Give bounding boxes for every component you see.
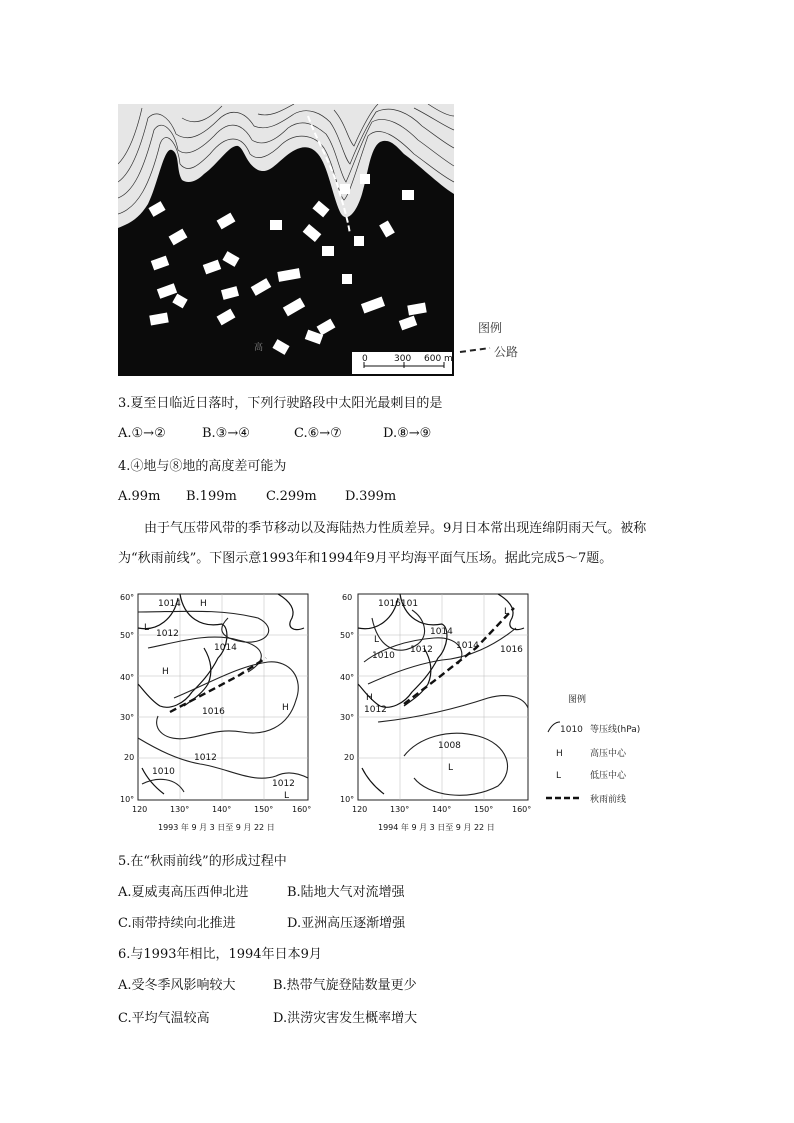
map1-ytick-1: 50° (120, 631, 135, 640)
topo-map (118, 104, 538, 380)
map1-xtick-4: 160° (292, 805, 312, 814)
question-5-option-b[interactable]: B.陆地大气对流增强 (287, 885, 405, 900)
question-6-option-c[interactable]: C.平均气温较高 (118, 1011, 210, 1026)
question-4-option-b[interactable]: B.199m (186, 489, 237, 504)
map2-ytick-5: 10° (340, 795, 355, 804)
isobar-sample: 1010 (560, 725, 583, 735)
map1-ytick-5: 10° (120, 795, 135, 804)
pressure-map-1993 (118, 588, 314, 836)
map1-ytick-4: 20 (124, 753, 135, 762)
question-6-stem: 6.与1993年相比，1994年日本9月 (118, 947, 322, 962)
pressure-legend (546, 692, 656, 842)
question-3-option-d[interactable]: D.⑧→⑨ (383, 426, 432, 441)
map2-caption: 1994 年 9 月 3 日至 9 月 22 日 (378, 823, 495, 832)
map1-label-1012b: 1012 (194, 753, 217, 763)
map2-xtick-0: 120 (352, 805, 368, 814)
region-char: 高 (254, 343, 264, 353)
pressure-legend-title: 图例 (568, 695, 587, 705)
map1-caption: 1993 年 9 月 3 日至 9 月 22 日 (158, 823, 275, 832)
question-4-option-c[interactable]: C.299m (266, 489, 317, 504)
map2-label-1012: 1012 (410, 645, 433, 655)
question-3-option-a[interactable]: A.①→② (118, 426, 166, 441)
question-3-option-b[interactable]: B.③→④ (202, 426, 250, 441)
legend-high: 高压中心 (590, 749, 627, 759)
map1-label-1010: 1010 (152, 767, 175, 777)
passage-line-2: 为“秋雨前线”。下图示意1993年和1994年9月平均海平面气压场。据此完成5～7题。 (118, 551, 613, 566)
map2-ytick-1: 50° (340, 631, 355, 640)
map2-xtick-2: 140° (432, 805, 452, 814)
map2-label-1014: 1014 (430, 627, 453, 637)
map2-label-h: H (366, 693, 373, 703)
question-5-option-d[interactable]: D.亚洲高压逐渐增强 (287, 916, 406, 931)
map2-xtick-3: 150° (474, 805, 494, 814)
topo-legend-road-symbol (460, 348, 490, 352)
map2-label-1016101: 1016101 (378, 599, 419, 609)
isobar-symbol (548, 722, 560, 732)
legend-low: 低压中心 (590, 771, 627, 781)
map1-label-1012c: 1012 (272, 779, 295, 789)
question-5-stem: 5.在“秋雨前线”的形成过程中 (118, 854, 287, 869)
question-5-option-c[interactable]: C.雨带持续向北推进 (118, 916, 236, 931)
legend-low-symbol: L (556, 771, 562, 781)
map2-ytick-2: 40° (340, 673, 355, 682)
passage-line-1: 由于气压带风带的季节移动以及海陆热力性质差异。9月日本常出现连绵阴雨天气。被称 (144, 521, 647, 536)
map1-label-l2: L (144, 623, 150, 633)
legend-high-symbol: H (556, 749, 563, 759)
map1-label-h3: H (282, 703, 289, 713)
map2-xtick-4: 160° (512, 805, 532, 814)
map2-ytick-3: 30° (340, 713, 355, 722)
scale-label-300: 300 (394, 354, 412, 364)
map1-ytick-0: 60° (120, 593, 135, 602)
map2-label-1008: 1008 (438, 741, 461, 751)
question-4-option-d[interactable]: D.399m (345, 489, 397, 504)
map1-label-1014b: 1014 (214, 643, 237, 653)
map2-label-l2: L (448, 763, 454, 773)
map2-label-1016: 1016 (500, 645, 523, 655)
map2-xtick-1: 130° (390, 805, 410, 814)
map1-ytick-3: 30° (120, 713, 135, 722)
question-6-option-d[interactable]: D.洪涝灾害发生概率增大 (273, 1011, 418, 1026)
map2-label-l1: L (374, 635, 380, 645)
question-3-option-c[interactable]: C.⑥→⑦ (294, 426, 342, 441)
question-4-stem: 4.④地与⑧地的高度差可能为 (118, 459, 287, 474)
map1-label-h2: H (162, 667, 169, 677)
map1-label-1016: 1016 (202, 707, 225, 717)
map1-label-1014: 1014 (158, 599, 181, 609)
map2-label-1010: 1010 (372, 651, 395, 661)
legend-isobar: 等压线(hPa) (590, 725, 641, 735)
scale-label-600: 600 m (424, 354, 453, 364)
map2-label-1012b: 1012 (364, 705, 387, 715)
map1-xtick-0: 120 (132, 805, 148, 814)
map1-xtick-2: 140° (212, 805, 232, 814)
passage (118, 514, 678, 574)
pressure-map-1994 (338, 588, 534, 836)
map2-ytick-4: 20 (344, 753, 355, 762)
question-3-stem: 3.夏至日临近日落时，下列行驶路段中太阳光最刺目的是 (118, 396, 443, 411)
map2-ytick-0: 60 (342, 593, 353, 602)
legend-front: 秋雨前线 (590, 795, 627, 805)
map1-ytick-2: 40° (120, 673, 135, 682)
question-4-option-a[interactable]: A.99m (118, 489, 161, 504)
topo-legend-road: 公路 (494, 345, 519, 359)
map1-xtick-3: 150° (254, 805, 274, 814)
question-6-option-b[interactable]: B.热带气旋登陆数量更少 (273, 978, 417, 993)
map2-label-l3: L (504, 607, 510, 617)
map1-label-1012: 1012 (156, 629, 179, 639)
map1-label-l1: L (284, 791, 290, 801)
map1-label-h1: H (200, 599, 207, 609)
scale-label-0: 0 (362, 354, 368, 364)
question-6-option-a[interactable]: A.受冬季风影响较大 (118, 978, 236, 993)
topo-legend-title: 图例 (478, 321, 503, 335)
map1-xtick-1: 130° (170, 805, 190, 814)
question-5-option-a[interactable]: A.夏威夷高压西伸北进 (118, 885, 249, 900)
map2-label-1014b: 1014 (456, 641, 479, 651)
